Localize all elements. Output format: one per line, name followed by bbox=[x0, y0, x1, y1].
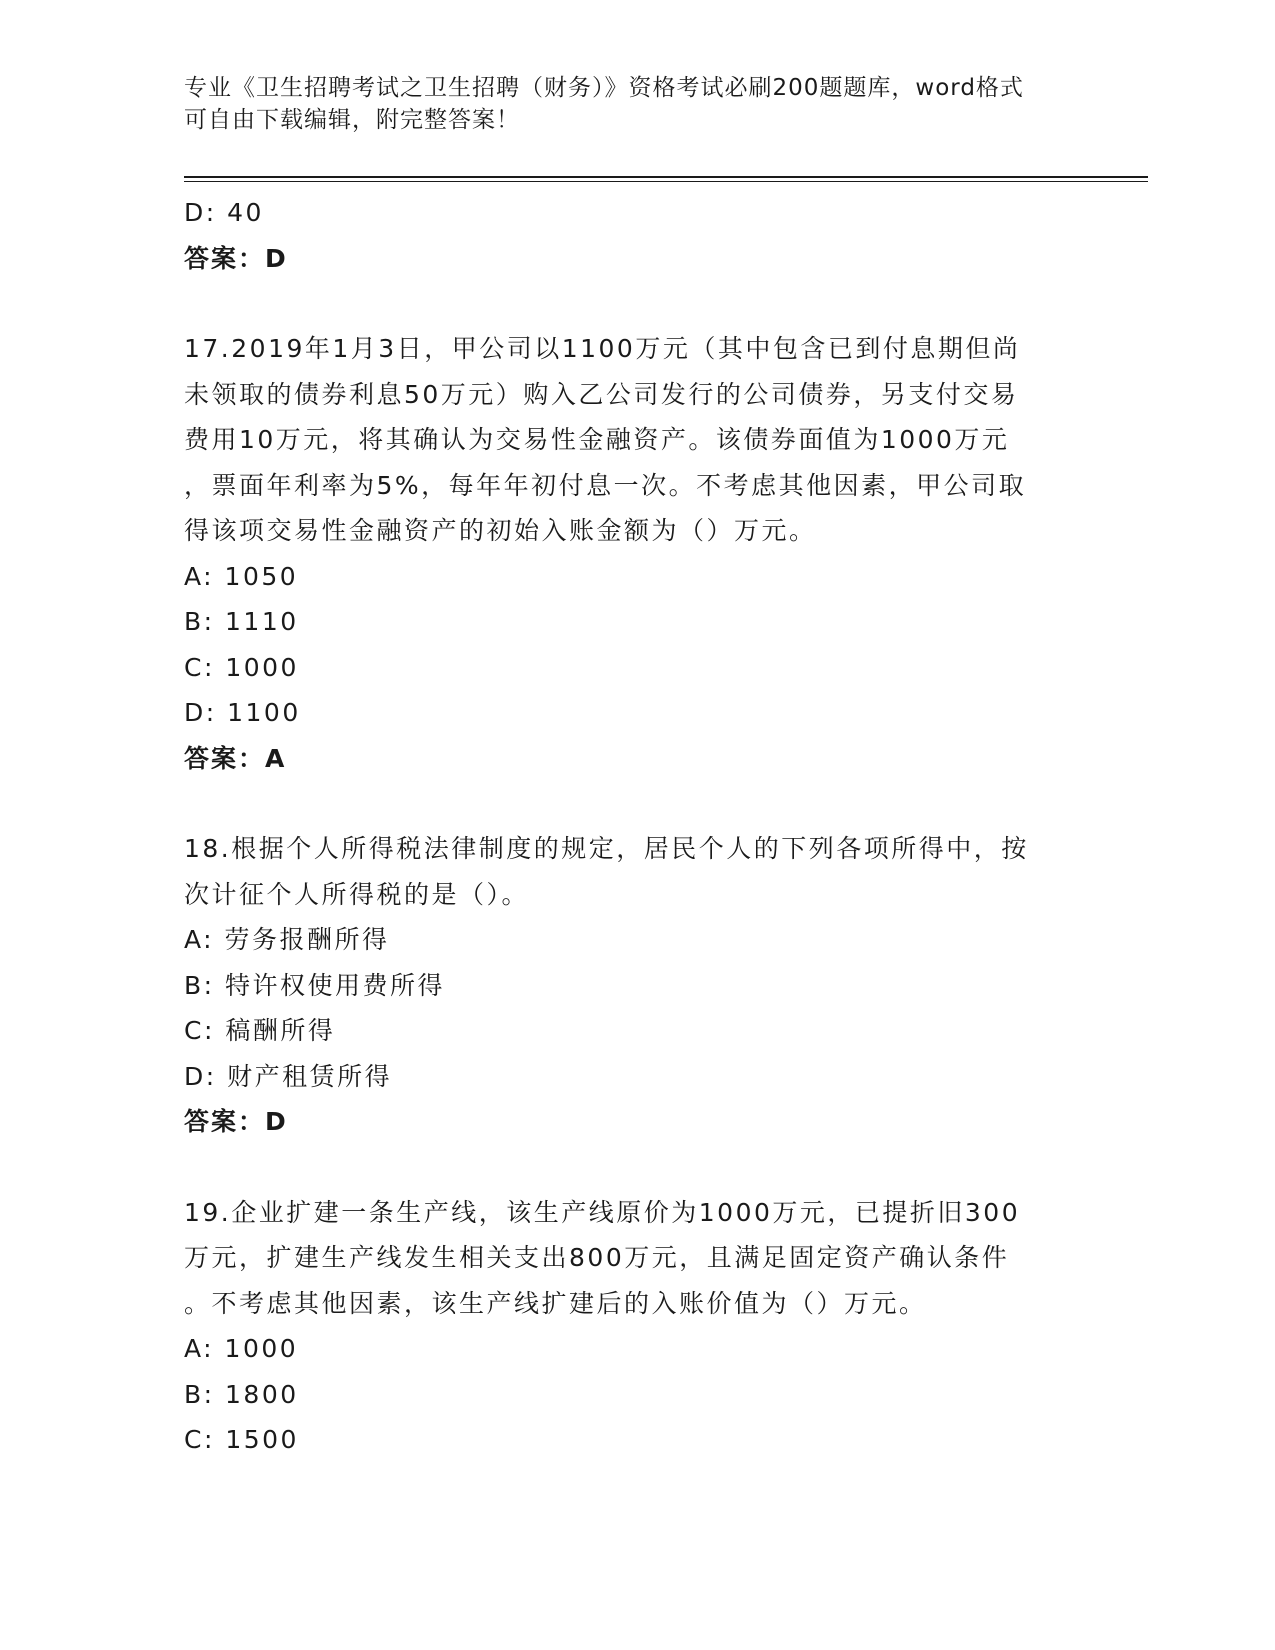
question-18 bbox=[184, 826, 1084, 917]
question-18-answer: 答案：D bbox=[184, 1107, 288, 1136]
page-header bbox=[184, 72, 1064, 136]
question-19-option-b: B: 1800 bbox=[184, 1379, 299, 1409]
question-18-option-c: C: 稿酬所得 bbox=[184, 1016, 336, 1045]
header-title-line-1: 专业《卫生招聘考试之卫生招聘（财务）》资格考试必刷200题题库，word格式 bbox=[184, 75, 1024, 101]
question-18-line: 18.根据个人所得税法律制度的规定，居民个人的下列各项所得中，按 bbox=[184, 834, 1029, 863]
question-19 bbox=[184, 1190, 1084, 1327]
header-title-line-2: 可自由下载编辑，附完整答案！ bbox=[184, 107, 520, 133]
question-17-line: 未领取的债券利息50万元）购入乙公司发行的公司债券，另支付交易 bbox=[184, 379, 1019, 409]
header-divider-thin bbox=[184, 181, 1148, 182]
question-17 bbox=[184, 326, 1084, 554]
question-19-line: 万元，扩建生产线发生相关支出800万元，且满足固定资产确认条件 bbox=[184, 1243, 1010, 1272]
header-divider-thick bbox=[184, 176, 1148, 178]
spacer bbox=[184, 781, 1084, 826]
question-17-option-c: C: 1000 bbox=[184, 652, 299, 682]
question-17-line: 费用10万元，将其确认为交易性金融资产。该债券面值为1000万元 bbox=[184, 425, 1010, 454]
question-19-option-a: A: 1000 bbox=[184, 1334, 299, 1363]
question-19-line: 19.企业扩建一条生产线，该生产线原价为1000万元，已提折旧300 bbox=[184, 1197, 1021, 1227]
question-content bbox=[184, 190, 1084, 1463]
question-17-option-d: D: 1100 bbox=[184, 698, 301, 727]
prev-option-d: D: 40 bbox=[184, 198, 264, 227]
question-17-line: ，票面年利率为5%，每年年初付息一次。不考虑其他因素，甲公司取 bbox=[184, 470, 1027, 500]
question-18-line: 次计征个人所得税的是（）。 bbox=[184, 879, 530, 909]
prev-answer: 答案：D bbox=[184, 243, 288, 273]
question-18-option-d: D: 财产租赁所得 bbox=[184, 1061, 393, 1091]
question-17-option-a: A: 1050 bbox=[184, 561, 299, 591]
question-19-option-c: C: 1500 bbox=[184, 1425, 299, 1454]
question-17-option-b: B: 1110 bbox=[184, 607, 299, 636]
spacer bbox=[184, 281, 1084, 326]
question-18-option-a: A: 劳务报酬所得 bbox=[184, 925, 390, 954]
question-19-line: 。不考虑其他因素，该生产线扩建后的入账价值为（）万元。 bbox=[184, 1288, 927, 1318]
spacer bbox=[184, 1145, 1084, 1190]
question-18-option-b: B: 特许权使用费所得 bbox=[184, 970, 446, 1000]
question-17-answer: 答案：A bbox=[184, 743, 287, 773]
question-17-line: 17.2019年1月3日，甲公司以1100万元（其中包含已到付息期但尚 bbox=[184, 334, 1021, 363]
question-17-line: 得该项交易性金融资产的初始入账金额为（）万元。 bbox=[184, 516, 817, 545]
